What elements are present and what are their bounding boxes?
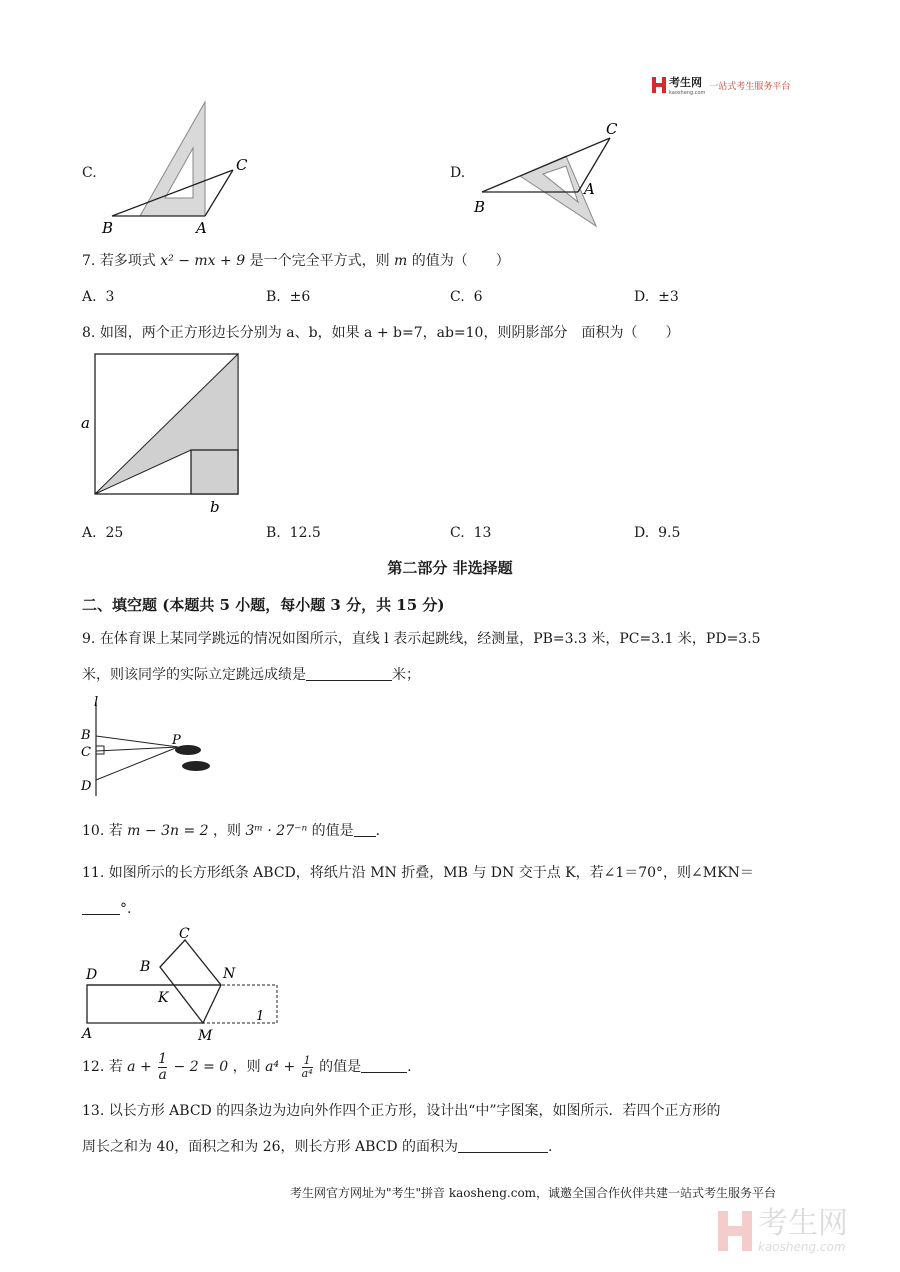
label-b: B: [140, 959, 151, 975]
q8-option-d: D. 9.5: [634, 525, 681, 541]
q13-line2: 周长之和为 40，面积之和为 26，则长方形 ABCD 的面积为 .: [82, 1139, 553, 1155]
q7-option-c: C. 6: [450, 289, 483, 305]
q11-answer-blank[interactable]: [82, 900, 120, 915]
q8-option-b: B. 12.5: [266, 525, 321, 541]
point-b-label: B: [474, 198, 486, 216]
label-c: C: [81, 745, 91, 760]
footprint-2: [182, 761, 210, 771]
q11-line1: 11. 如图所示的长方形纸条 ABCD，将纸片沿 MN 折叠，MB 与 DN 交于点 K，若∠1＝70°，则∠MKN＝: [82, 865, 754, 881]
q7-option-d: D. ±3: [634, 289, 679, 305]
right-angle-mark: [96, 746, 104, 754]
q6-option-d-figure: [468, 116, 638, 236]
label-p: P: [172, 733, 181, 748]
logo-domain: kaosheng.com: [669, 90, 706, 96]
point-a-label: A: [196, 219, 207, 237]
watermark-domain: kaosheng.com: [758, 1240, 846, 1254]
q12-fraction-2: $\frac{1}{\text{a⁴}}$: [301, 1053, 313, 1080]
label-d: D: [81, 779, 92, 794]
q7-option-a: A. 3: [82, 289, 115, 305]
point-b-label: B: [102, 219, 114, 237]
q11-line2: °.: [82, 900, 131, 918]
q6-option-c-label: C.: [82, 165, 97, 181]
label-b: B: [81, 728, 91, 743]
kaosheng-logo-icon: [652, 77, 666, 93]
q7-expression: x² − mx + 9: [160, 253, 246, 269]
q8-figure: [78, 350, 248, 518]
q10-condition: m − 3n = 2: [127, 823, 209, 839]
label-l: l: [94, 695, 99, 710]
q10-answer-blank[interactable]: [354, 822, 376, 837]
angle-1-label: 1: [256, 1009, 265, 1024]
footer-text: 考生网官方网址为"考生"拼音 kaosheng.com，诚邀全国合作伙伴共建一站式考生服务平台: [290, 1186, 777, 1200]
header-slogan: 一站式考生服务平台: [709, 81, 791, 92]
label-a: A: [82, 1026, 93, 1042]
point-c-label: C: [236, 156, 248, 174]
q9-line1: 9. 在体育课上某同学跳远的情况如图所示，直线 l 表示起跳线，经测量，PB=3.3 米，PC=3.1 米，PD=3.5: [82, 631, 761, 647]
label-c: C: [179, 926, 190, 942]
q10-expression: 3ᵐ · 27⁻ⁿ: [245, 823, 308, 839]
q8-stem: 8. 如图，两个正方形边长分别为 a、b，如果 a + b=7，ab=10，则阴影部分 面积为（ ）: [82, 325, 680, 341]
watermark-logo-icon: [718, 1211, 752, 1251]
q13-line1: 13. 以长方形 ABCD 的四条边为边向外作四个正方形，设计出“中”字图案，如图所示．若四个正方形的: [82, 1103, 721, 1119]
part2-title: 第二部分 非选择题: [387, 559, 513, 577]
q10-stem: 10. 若 m − 3n = 2 ，则 3ᵐ · 27⁻ⁿ 的值是 .: [82, 823, 381, 839]
small-square: [191, 450, 238, 494]
logo-text: 考生网: [669, 76, 702, 89]
q9-line2: 米，则该同学的实际立定跳远成绩是 米；: [82, 667, 420, 683]
q7-option-b: B. ±6: [266, 289, 311, 305]
set-square-shape: [140, 102, 205, 216]
label-b: b: [210, 498, 220, 516]
q9-figure: [78, 692, 228, 800]
label-a: a: [81, 414, 90, 432]
paper-strip-outline: [87, 985, 277, 1023]
q12-stem: 12. 若 a + $\frac{1}{a}$ − 2 = 0 ，则 a⁴ + $\frac{1}{\text{a⁴}}$ 的值是 .: [82, 1050, 412, 1083]
header-logo: [652, 74, 790, 96]
q6-option-d-label: D.: [450, 165, 466, 181]
q12-fraction-1: $\frac{1}{a}$: [158, 1050, 168, 1083]
watermark-text: 考生网: [758, 1206, 848, 1241]
watermark: [718, 1208, 848, 1254]
label-n: N: [223, 966, 236, 982]
point-a-label: A: [584, 180, 595, 198]
q11-figure: [78, 924, 288, 1046]
q9-answer-blank[interactable]: [306, 666, 392, 681]
label-d: D: [86, 967, 98, 983]
q13-answer-blank[interactable]: [458, 1138, 548, 1153]
q6-option-c-figure: [100, 98, 260, 238]
q8-option-a: A. 25: [82, 525, 124, 541]
label-k: K: [158, 990, 169, 1006]
section2-title: 二、填空题 (本题共 5 小题，每小题 3 分，共 15 分): [82, 596, 445, 614]
folded-part: [160, 940, 221, 1023]
label-m: M: [198, 1028, 213, 1044]
q12-answer-blank[interactable]: [361, 1058, 407, 1073]
point-c-label: C: [606, 120, 618, 138]
q8-option-c: C. 13: [450, 525, 492, 541]
q7-stem: 7. 若多项式 x² − mx + 9 是一个完全平方式，则 m 的值为（ ）: [82, 253, 510, 269]
